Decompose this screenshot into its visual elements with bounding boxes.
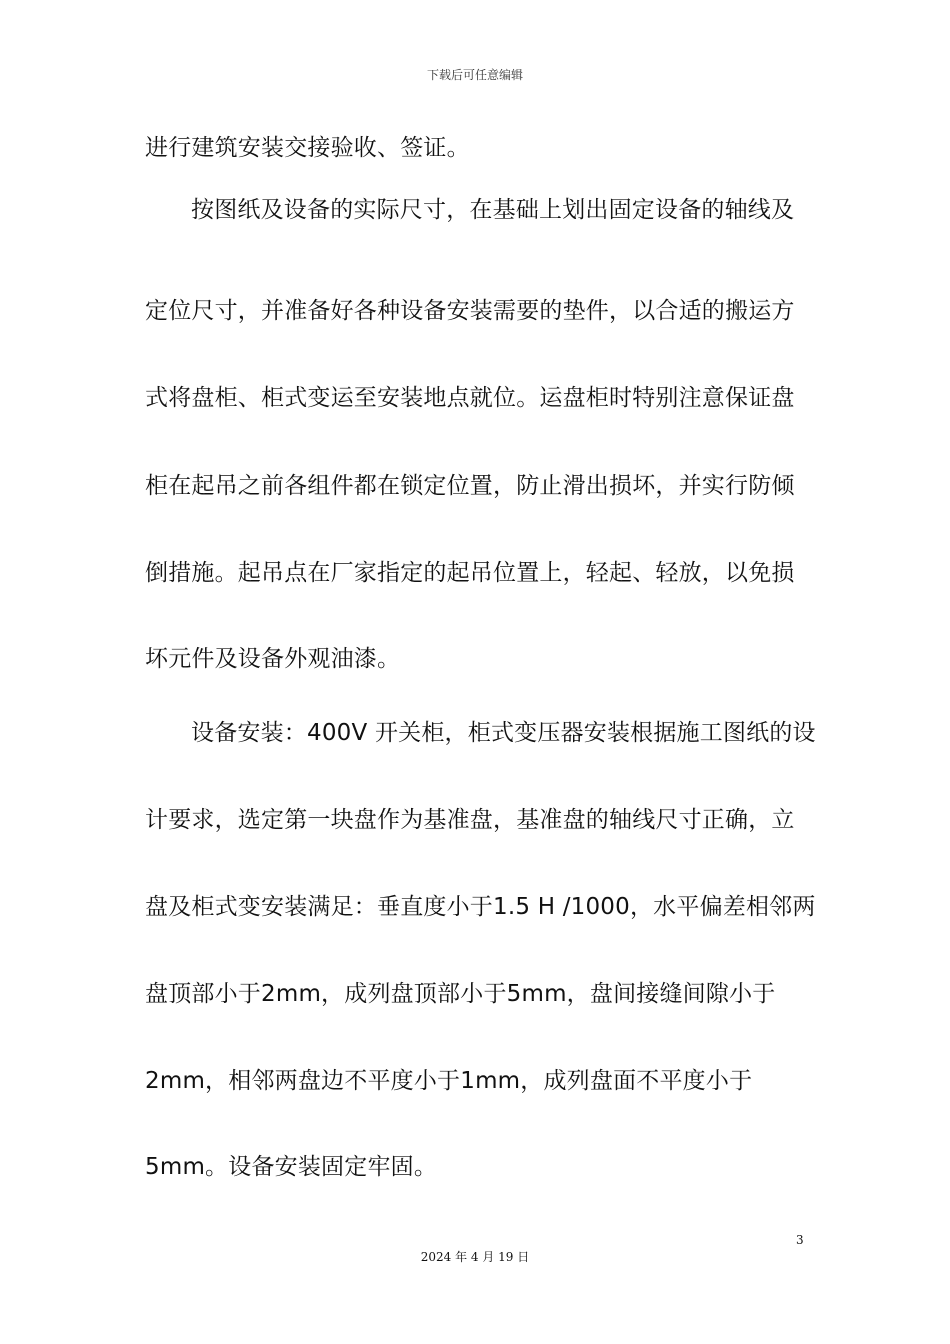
text-line-5: 柜在起吊之前各组件都在锁定位置，防止滑出损坏，并实行防倾 xyxy=(145,473,795,499)
text-line-10: 盘及柜式变安装满足：垂直度小于1.5 H /1000，水平偏差相邻两 xyxy=(145,894,816,920)
text-line-9: 计要求，选定第一块盘作为基准盘，基准盘的轴线尺寸正确，立 xyxy=(145,807,795,833)
text-line-13: 5mm。设备安装固定牢固。 xyxy=(145,1154,438,1180)
page-number: 3 xyxy=(796,1233,804,1247)
text-line-1: 进行建筑安装交接验收、签证。 xyxy=(145,135,470,161)
text-line-2: 按图纸及设备的实际尺寸，在基础上划出固定设备的轴线及 xyxy=(191,197,795,223)
text-line-12: 2mm，相邻两盘边不平度小于1mm，成列盘面不平度小于 xyxy=(145,1068,753,1094)
footer-date: 2024 年 4 月 19 日 xyxy=(420,1250,530,1264)
text-line-8: 设备安装：400V 开关柜，柜式变压器安装根据施工图纸的设 xyxy=(191,720,816,746)
page-header: 下载后可任意编辑 xyxy=(426,68,523,82)
text-line-6: 倒措施。起吊点在厂家指定的起吊位置上，轻起、轻放，以免损 xyxy=(145,560,795,586)
text-line-11: 盘顶部小于2mm，成列盘顶部小于5mm，盘间接缝间隙小于 xyxy=(145,981,776,1007)
text-line-7: 坏元件及设备外观油漆。 xyxy=(145,646,401,672)
text-line-4: 式将盘柜、柜式变运至安装地点就位。运盘柜时特别注意保证盘 xyxy=(145,385,795,411)
text-line-3: 定位尺寸，并准备好各种设备安装需要的垫件，以合适的搬运方 xyxy=(145,298,795,324)
